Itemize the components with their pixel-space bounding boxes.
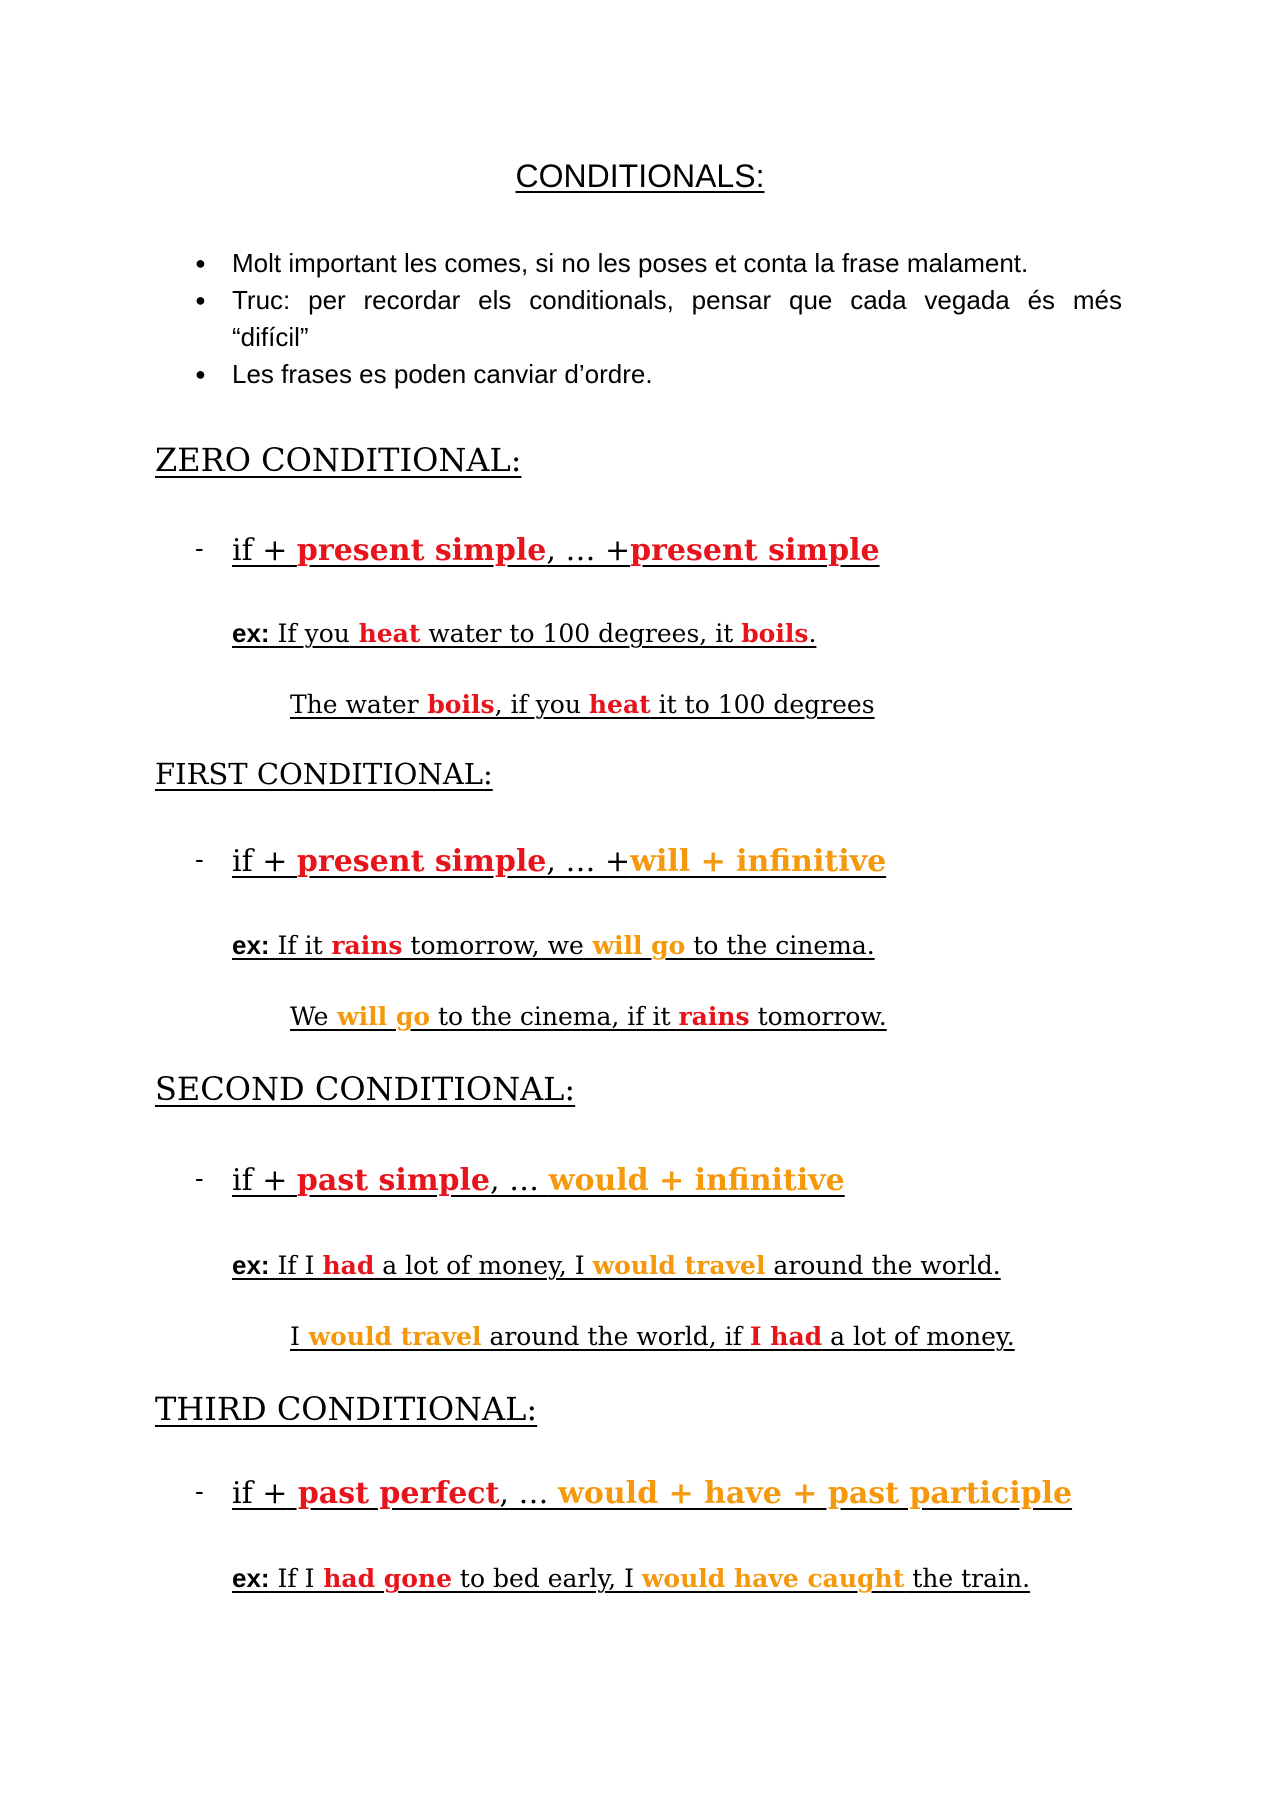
- example-label: ex:: [232, 1563, 270, 1593]
- example-verb: would travel: [592, 1251, 766, 1280]
- first-conditional-example: [232, 930, 875, 961]
- example-text: I: [290, 1322, 300, 1351]
- rule-text: , …: [490, 1163, 549, 1198]
- example-verb: will go: [328, 1002, 431, 1031]
- rule-text: if +: [232, 844, 297, 879]
- example-text: If I: [269, 1251, 323, 1280]
- example-verb: had: [322, 1251, 375, 1280]
- rule-text: , … +: [546, 533, 631, 568]
- example-text: , if you: [494, 690, 589, 719]
- note-item-commas: [195, 245, 1122, 282]
- example-verb: heat: [588, 690, 651, 719]
- zero-conditional-rule: [195, 533, 880, 568]
- bullet-icon: ●: [195, 290, 206, 310]
- bullet-icon: ●: [195, 364, 206, 384]
- example-label: ex:: [232, 930, 270, 960]
- dash-icon: -: [195, 844, 204, 874]
- example-text: tomorrow, we: [402, 931, 584, 960]
- example-text: to the cinema.: [685, 931, 875, 960]
- example-text: a lot of money, I: [374, 1251, 593, 1280]
- example-text: to bed early, I: [451, 1564, 642, 1593]
- example-text: it to 100 degrees: [650, 690, 875, 719]
- third-conditional-rule: [195, 1476, 1073, 1511]
- example-text: If it: [269, 931, 323, 960]
- example-verb: rains: [678, 1002, 750, 1031]
- zero-conditional-example-reordered: [290, 690, 875, 719]
- dash-icon: -: [195, 1476, 204, 1506]
- rule-text: , …: [499, 1476, 559, 1511]
- third-conditional-heading: THIRD CONDITIONAL:: [155, 1390, 538, 1428]
- example-text: The water: [290, 690, 419, 719]
- rule-verb-form: present simple: [296, 844, 547, 879]
- note-text: Les frases es poden canviar d’ordre.: [232, 359, 653, 389]
- example-verb: rains: [322, 931, 403, 960]
- example-text: If you: [269, 619, 350, 648]
- example-text: around the world.: [765, 1251, 1001, 1280]
- rule-text: if +: [232, 1163, 297, 1198]
- bullet-icon: ●: [195, 253, 206, 273]
- second-conditional-heading: SECOND CONDITIONAL:: [155, 1070, 576, 1108]
- example-verb: will go: [583, 931, 686, 960]
- example-text: .: [808, 619, 817, 648]
- example-verb: boils: [418, 690, 495, 719]
- rule-text: if +: [232, 533, 297, 568]
- rule-text: if +: [232, 1476, 288, 1511]
- example-verb: had gone: [314, 1564, 452, 1593]
- note-text: Molt important les comes, si no les poses et conta la frase malament.: [232, 248, 1029, 278]
- first-conditional-heading: FIRST CONDITIONAL:: [155, 757, 493, 791]
- dash-icon: -: [195, 1163, 204, 1193]
- rule-verb-form: present simple: [296, 533, 547, 568]
- example-label: ex:: [232, 618, 270, 648]
- rule-text: , … +: [546, 844, 631, 879]
- first-conditional-rule: [195, 844, 887, 879]
- document-title: CONDITIONALS:: [515, 158, 765, 194]
- rule-verb-form: present simple: [630, 533, 880, 568]
- note-text-line1: Truc: per recordar els conditionals, pensar que cada vegada és més: [232, 285, 1122, 315]
- example-text: a lot of money.: [822, 1322, 1015, 1351]
- example-verb: I had: [749, 1322, 823, 1351]
- second-conditional-example-reordered: [290, 1322, 1015, 1351]
- third-conditional-example: [232, 1563, 1030, 1594]
- note-item-trick: [195, 282, 1122, 356]
- first-conditional-example-reordered: [290, 1002, 887, 1031]
- example-verb: boils: [741, 619, 809, 648]
- dash-icon: -: [195, 533, 204, 563]
- rule-verb-form: past simple: [296, 1163, 491, 1198]
- example-verb: would have caught: [641, 1564, 905, 1593]
- note-item-order: [195, 356, 1122, 393]
- example-text: water to 100 degrees, it: [420, 619, 742, 648]
- second-conditional-example: [232, 1250, 1001, 1281]
- example-text: to the cinema, if it: [430, 1002, 679, 1031]
- rule-verb-form: past perfect: [287, 1476, 500, 1511]
- example-text: the train.: [904, 1564, 1031, 1593]
- example-label: ex:: [232, 1250, 270, 1280]
- example-text: We: [290, 1002, 329, 1031]
- example-verb: would travel: [299, 1322, 482, 1351]
- zero-conditional-heading: ZERO CONDITIONAL:: [155, 441, 522, 479]
- rule-verb-form: would + infinitive: [548, 1163, 845, 1198]
- second-conditional-rule: [195, 1163, 845, 1198]
- example-text: If I: [269, 1564, 315, 1593]
- zero-conditional-example: [232, 618, 816, 649]
- note-text-line2: “difícil”: [232, 322, 309, 352]
- example-text: tomorrow.: [749, 1002, 887, 1031]
- rule-verb-form: will + infinitive: [630, 844, 887, 879]
- example-text: around the world, if: [481, 1322, 750, 1351]
- rule-verb-form: would + have + past participle: [558, 1476, 1073, 1511]
- example-verb: heat: [349, 619, 421, 648]
